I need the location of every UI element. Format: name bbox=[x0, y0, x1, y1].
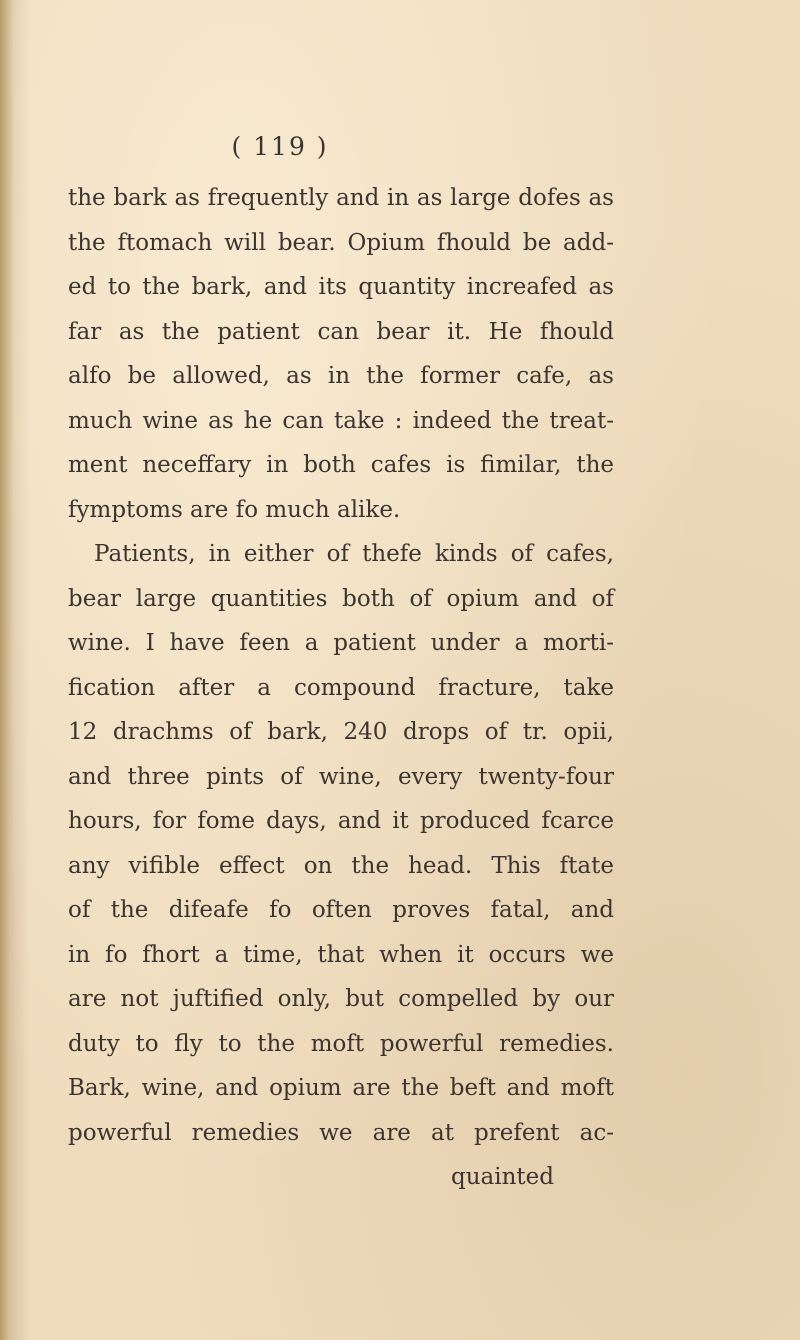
text-line: fication after a compound fracture, take bbox=[68, 674, 614, 701]
text-line: 12 drachms of bark, 240 drops of tr. opii, bbox=[68, 719, 614, 745]
text-line: in fo fhort a time, that when it occurs we bbox=[68, 941, 614, 968]
text-line: wine. I have feen a patient under a morti- bbox=[68, 630, 614, 656]
page-number: ( 119 ) bbox=[231, 132, 329, 161]
text-line: alfo be allowed, as in the former cafe, as bbox=[68, 363, 614, 389]
text-line: much wine as he can take : indeed the treat- bbox=[68, 407, 614, 434]
catchword-line: quainted bbox=[451, 1164, 554, 1190]
body-text bbox=[68, 176, 614, 1200]
text-line: fymptoms are fo much alike. bbox=[68, 496, 401, 523]
text-line: hours, for fome days, and it produced fcarce bbox=[68, 808, 614, 834]
text-line: are not juftified only, but compelled by our bbox=[68, 986, 614, 1012]
text-line: of the difeafe fo often proves fatal, and bbox=[68, 897, 614, 923]
text-line: ed to the bark, and its quantity increafed as bbox=[68, 274, 614, 300]
page-gutter-shadow bbox=[0, 0, 14, 1340]
text-line: ment neceffary in both cafes is fimilar, the bbox=[68, 452, 614, 478]
text-line: duty to fly to the moft powerful remedies. bbox=[68, 1030, 614, 1057]
text-line: powerful remedies we are at prefent ac- bbox=[68, 1119, 614, 1146]
text-line: any vifible effect on the head. This ftate bbox=[68, 852, 614, 879]
text-line: the bark as frequently and in as large dofes as bbox=[68, 185, 614, 211]
paragraph-start-line: Patients, in either of thefe kinds of cafes, bbox=[94, 541, 614, 567]
text-line: far as the patient can bear it. He fhould bbox=[68, 318, 614, 345]
text-line: and three pints of wine, every twenty-four bbox=[68, 763, 614, 790]
text-line: bear large quantities both of opium and of bbox=[68, 585, 614, 612]
text-line: Bark, wine, and opium are the beft and moft bbox=[68, 1075, 614, 1101]
text-line: the ftomach will bear. Opium fhould be add- bbox=[68, 229, 614, 256]
